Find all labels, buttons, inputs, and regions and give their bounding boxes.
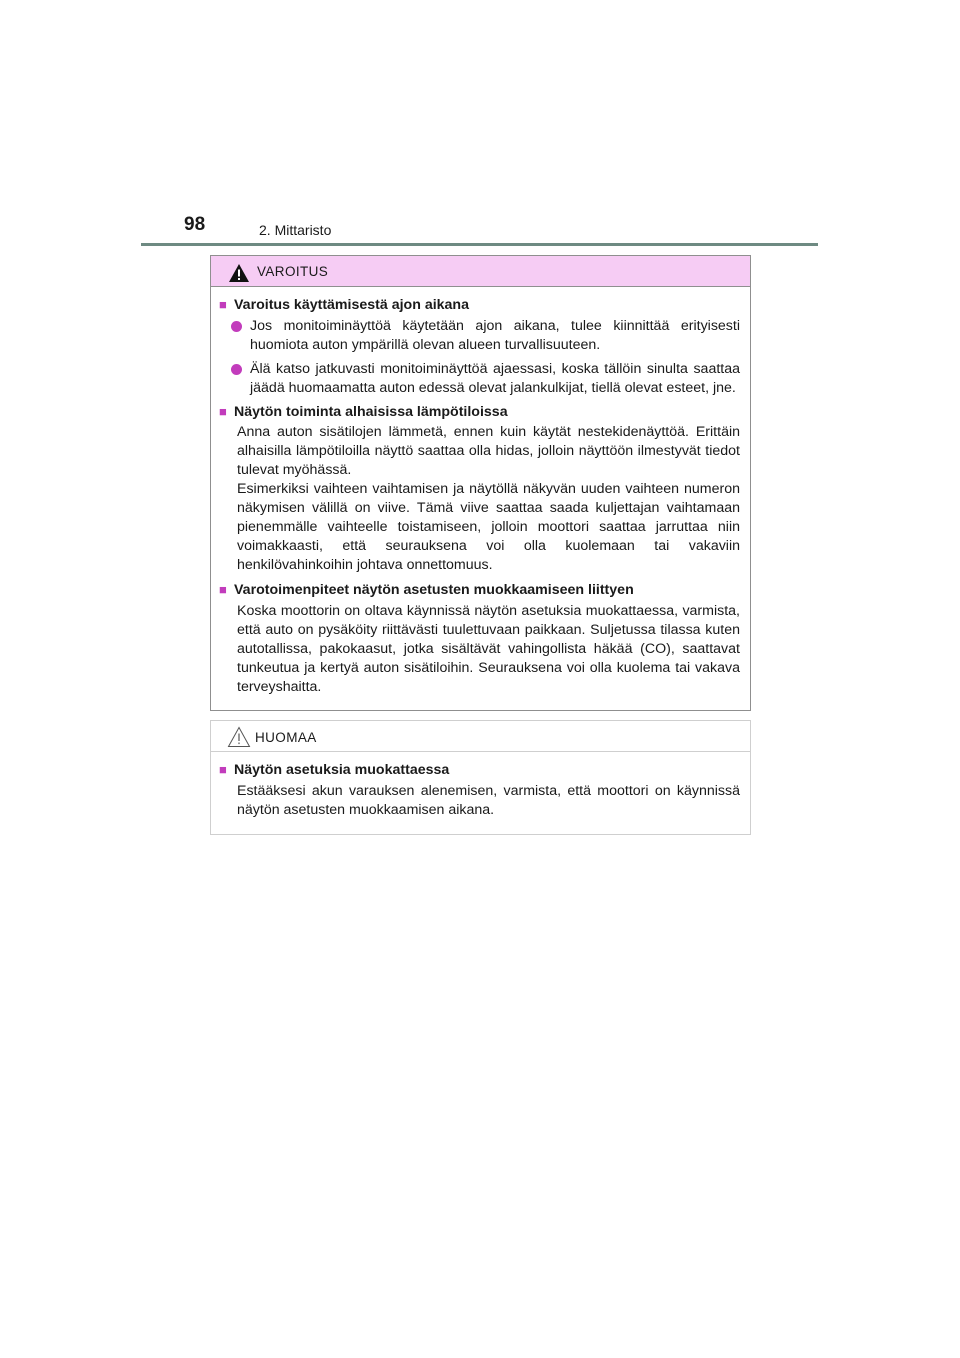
- paragraph: Koska moottorin on oltava käynnissä näytön asetuksia muokattaessa, varmista, että auto on pysäköity riittävästi tuulettuvaan paikkaan. Suljetussa tilassa kuten autotallissa, pakokaasut, jotka sisältävät vahingollista häkää (CO), saattavat tunkeutua ja kertyä auton sisätiloihin. Seurauksena voi olla kuolema tai vakava terveyshaitta.: [237, 602, 740, 695]
- section-body: [219, 602, 740, 697]
- warning-triangle-icon: [228, 263, 250, 283]
- paragraph: Esimerkiksi vaihteen vaihtamisen ja näytöllä näkyvän uuden vaihteen numeron näkymisen välillä on viive. Tämä viive saattaa saada kuljettajan vaihtamaan pienemmälle vaihteelle toistamiseen, jolloin moottori saattaa jarruttaa niin voimakkaasti, että seurauksena voi olla kuolemaan tai vakaviin henkilövahinkoihin johtava onnettomuus.: [237, 481, 740, 573]
- circle-bullet-icon: [231, 364, 242, 375]
- section-body: [219, 423, 740, 575]
- caution-triangle-outline-icon: [227, 726, 251, 748]
- warning-header: [211, 256, 750, 287]
- chapter-title: 2. Mittaristo: [259, 222, 332, 238]
- square-bullet-icon: ■: [219, 403, 227, 419]
- section-heading: ■ Näytön asetuksia muokattaessa: [219, 762, 450, 778]
- notice-header: [211, 721, 750, 752]
- square-bullet-icon: ■: [219, 297, 227, 312]
- warning-title: VAROITUS: [257, 264, 329, 279]
- square-bullet-icon: ■: [219, 762, 227, 777]
- circle-bullet-icon: [231, 321, 242, 332]
- warning-box: [210, 255, 751, 711]
- square-bullet-icon: ■: [219, 582, 227, 597]
- notice-box: [210, 720, 751, 835]
- header-rule: [141, 243, 818, 246]
- paragraph: Anna auton sisätilojen lämmetä, ennen kuin käytät nestekidenäyttöä. Erittäin alhaisilla lämpötiloilla näyttö saattaa olla hidas, jolloin näyttöön ilmestyvät tiedot tulevat myöhässä.: [237, 424, 740, 478]
- section-heading: ■ Varotoimenpiteet näytön asetusten muokkaamiseen liittyen: [219, 582, 634, 598]
- section-heading: ■ Näytön toiminta alhaisissa lämpötiloissa: [219, 403, 508, 420]
- section-heading: ■ Varoitus käyttämisestä ajon aikana: [219, 297, 469, 313]
- paragraph: Estääksesi akun varauksen alenemisen, varmista, että moottori on käynnissä näytön asetusten muokkaamisen aikana.: [237, 782, 740, 818]
- list-item: Älä katso jatkuvasti monitoiminäyttöä ajaessasi, koska tällöin sinulta saattaa jäädä huomaamatta auton edessä olevat jalankulkijat, tiellä olevat esteet, jne.: [219, 360, 740, 398]
- section-body: [219, 782, 740, 820]
- notice-title: HUOMAA: [255, 730, 317, 745]
- list-item: Jos monitoiminäyttöä käytetään ajon aikana, tulee kiinnittää erityisesti huomiota auton ympärillä olevan alueen turvallisuuteen.: [219, 317, 740, 355]
- page-number: 98: [184, 214, 206, 235]
